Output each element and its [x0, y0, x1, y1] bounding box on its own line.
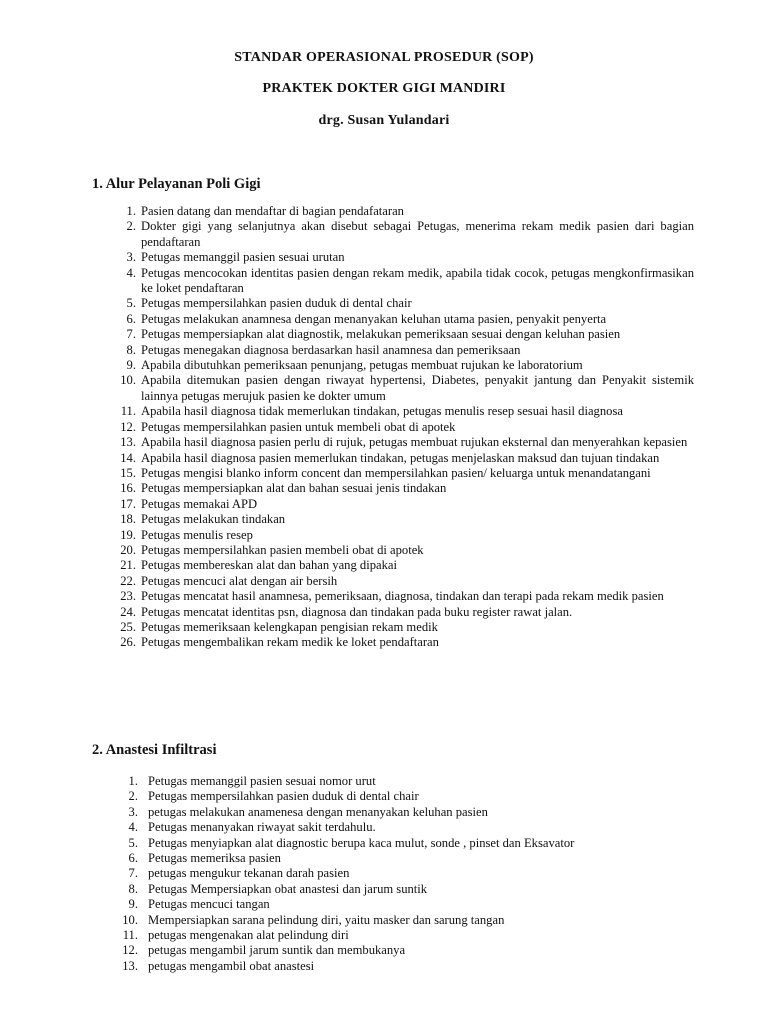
list-item-text: Apabila hasil diagnosa tidak memerlukan tindakan, petugas menulis resep sesuai hasil diagnosa — [141, 404, 623, 419]
list-item — [0, 789, 768, 804]
list-item — [0, 635, 768, 650]
document-title: STANDAR OPERASIONAL PROSEDUR (SOP) — [234, 50, 534, 65]
list-item — [0, 820, 768, 835]
list-item-number: 14. — [120, 450, 136, 465]
list-item — [0, 574, 768, 589]
list-item-text: Petugas mencocokan identitas pasien dengan rekam medik, apabila tidak cocok, petugas mengkonfirmasikan ke loket pendaftaran — [141, 265, 694, 296]
list-item-text: Dokter gigi yang selanjutnya akan disebut sebagai Petugas, menerima rekam medik pasien dari bagian pendaftaran — [141, 219, 694, 249]
section-1-heading: 1. Alur Pelayanan Poli Gigi — [92, 176, 261, 192]
list-item — [0, 882, 768, 897]
list-item-number: 1. — [128, 774, 138, 788]
list-item-text: Petugas menanyakan riwayat sakit terdahulu. — [148, 820, 376, 835]
list-item-number: 3. — [126, 250, 136, 265]
list-item — [0, 851, 768, 866]
list-item-text: Petugas mempersilahkan pasien untuk membeli obat di apotek — [141, 419, 456, 434]
list-item-number: 1. — [126, 204, 136, 218]
list-item — [0, 943, 768, 958]
list-item-text: Petugas memeriksa pasien — [148, 851, 281, 866]
list-item-text: petugas mengukur tekanan darah pasien — [148, 866, 350, 881]
list-item — [0, 605, 768, 620]
list-item-number: 2. — [128, 789, 138, 804]
list-item-text: petugas melakukan anamenesa dengan menanyakan keluhan pasien — [148, 804, 488, 819]
list-item-text: Apabila dibutuhkan pemeriksaan penunjang, petugas membuat rujukan ke laboratorium — [141, 358, 583, 373]
section-2-heading: 2. Anastesi Infiltrasi — [92, 742, 217, 758]
list-item-text: Petugas menegakan diagnosa berdasarkan hasil anamnesa dan pemeriksaan — [141, 342, 521, 357]
list-item — [0, 620, 768, 635]
list-item-text: Petugas memeriksaan kelengkapan pengisian rekam medik — [141, 619, 438, 634]
list-item — [0, 866, 768, 881]
list-item-text: Apabila hasil diagnosa pasien memerlukan tindakan, petugas menjelaskan maksud dan tujuan tindakan — [141, 450, 660, 465]
list-item — [0, 805, 768, 820]
list-item — [0, 959, 768, 974]
list-item-number: 8. — [126, 342, 136, 357]
list-item — [0, 266, 768, 297]
list-item — [0, 558, 768, 573]
list-item-text: petugas mengambil obat anastesi — [148, 958, 315, 973]
list-item-text: Petugas mencuci tangan — [148, 897, 270, 912]
list-item-text: Petugas mencatat identitas psn, diagnosa dan tindakan pada buku register rawat jalan. — [141, 604, 573, 619]
list-item — [0, 836, 768, 851]
list-item-number: 10. — [120, 373, 136, 388]
list-item-number: 24. — [120, 604, 136, 619]
list-item-number: 19. — [120, 527, 136, 542]
list-item — [0, 481, 768, 496]
document-subtitle: PRAKTEK DOKTER GIGI MANDIRI — [262, 81, 506, 96]
list-item-number: 8. — [128, 881, 138, 896]
list-item-number: 7. — [126, 327, 136, 342]
list-item-number: 21. — [120, 558, 136, 573]
list-item-text: Petugas mempersilahkan pasien membeli obat di apotek — [141, 542, 424, 557]
list-item-text: petugas mengambil jarum suntik dan membukanya — [148, 943, 406, 958]
list-item-text: Apabila ditemukan pasien dengan riwayat hypertensi, Diabetes, penyakit jantung dan Penyakit sistemik lainnya petugas merujuk pasien ke dokter umum — [141, 373, 694, 403]
list-item — [0, 420, 768, 435]
list-item-text: Petugas mempersiapkan alat dan bahan sesuai jenis tindakan — [141, 481, 447, 496]
list-item — [0, 358, 768, 373]
list-item — [0, 451, 768, 466]
list-item-number: 6. — [128, 851, 138, 866]
list-item-number: 13. — [122, 958, 138, 973]
list-item-number: 5. — [126, 296, 136, 311]
list-item-number: 16. — [120, 481, 136, 496]
list-item — [0, 897, 768, 912]
list-item-text: Apabila hasil diagnosa pasien perlu di rujuk, petugas membuat rujukan eksternal dan menyerahkan kepasien — [141, 435, 688, 450]
list-item — [0, 497, 768, 512]
list-item-text: Petugas melakukan tindakan — [141, 512, 286, 527]
list-item-text: Pasien datang dan mendaftar di bagian pendafataran — [141, 204, 404, 218]
list-item-text: Petugas memanggil pasien sesuai nomor urut — [148, 774, 376, 788]
list-item — [0, 250, 768, 265]
list-item-text: Petugas mempersilahkan pasien duduk di dental chair — [148, 789, 419, 804]
list-item-text: Petugas melakukan anamnesa dengan menanyakan keluhan utama pasien, penyakit penyerta — [141, 311, 607, 326]
section-1-list — [0, 204, 768, 651]
list-item-text: Petugas membereskan alat dan bahan yang dipakai — [141, 558, 397, 573]
section-2-list — [0, 774, 768, 974]
list-item-text: Petugas mengembalikan rekam medik ke loket pendaftaran — [141, 635, 439, 650]
list-item-number: 6. — [126, 311, 136, 326]
list-item-number: 10. — [122, 912, 138, 927]
list-item-number: 12. — [122, 943, 138, 958]
list-item-number: 23. — [120, 589, 136, 604]
list-item — [0, 528, 768, 543]
list-item — [0, 373, 768, 404]
list-item-number: 18. — [120, 512, 136, 527]
list-item-text: Petugas mempersiapkan alat diagnostik, melakukan pemeriksaan sesuai dengan keluhan pasien — [141, 327, 621, 342]
list-item-number: 11. — [120, 404, 136, 419]
list-item-text: Petugas memanggil pasien sesuai urutan — [141, 250, 345, 265]
list-item-number: 4. — [126, 265, 136, 280]
list-item-number: 11. — [122, 928, 138, 943]
list-item — [0, 219, 768, 250]
list-item-number: 12. — [120, 419, 136, 434]
list-item — [0, 343, 768, 358]
list-item — [0, 774, 768, 789]
list-item-text: Petugas menulis resep — [141, 527, 253, 542]
list-item-number: 26. — [120, 635, 136, 650]
list-item-text: petugas mengenakan alat pelindung diri — [148, 928, 349, 943]
list-item-text: Petugas mengisi blanko inform concent dan mempersilahkan pasien/ keluarga untuk menandatangani — [141, 465, 651, 480]
list-item-text: Petugas mencatat hasil anamnesa, pemeriksaan, diagnosa, tindakan dan terapi pada rekam medik pasien — [141, 589, 664, 604]
list-item — [0, 404, 768, 419]
list-item — [0, 928, 768, 943]
list-item — [0, 204, 768, 219]
list-item-number: 22. — [120, 573, 136, 588]
list-item-number: 7. — [128, 866, 138, 881]
list-item — [0, 466, 768, 481]
list-item-number: 5. — [128, 835, 138, 850]
list-item-text: Petugas mempersilahkan pasien duduk di dental chair — [141, 296, 412, 311]
list-item-number: 15. — [120, 465, 136, 480]
list-item — [0, 512, 768, 527]
list-item — [0, 296, 768, 311]
list-item — [0, 589, 768, 604]
list-item-number: 20. — [120, 542, 136, 557]
list-item — [0, 327, 768, 342]
list-item — [0, 312, 768, 327]
document-author: drg. Susan Yulandari — [318, 113, 450, 128]
list-item — [0, 543, 768, 558]
list-item-number: 25. — [120, 619, 136, 634]
list-item-number: 13. — [120, 435, 136, 450]
list-item-number: 9. — [128, 897, 138, 912]
list-item-text: Petugas mencuci alat dengan air bersih — [141, 573, 338, 588]
list-item-text: Petugas Mempersiapkan obat anastesi dan jarum suntik — [148, 881, 428, 896]
list-item-number: 2. — [126, 219, 136, 234]
list-item-text: Petugas menyiapkan alat diagnostic berupa kaca mulut, sonde , pinset dan Eksavator — [148, 835, 575, 850]
list-item — [0, 913, 768, 928]
list-item-text: Petugas memakai APD — [141, 496, 258, 511]
list-item-number: 4. — [128, 820, 138, 835]
list-item-text: Mempersiapkan sarana pelindung diri, yaitu masker dan sarung tangan — [148, 912, 505, 927]
list-item-number: 17. — [120, 496, 136, 511]
list-item-number: 3. — [128, 804, 138, 819]
list-item-number: 9. — [126, 358, 136, 373]
list-item — [0, 435, 768, 450]
